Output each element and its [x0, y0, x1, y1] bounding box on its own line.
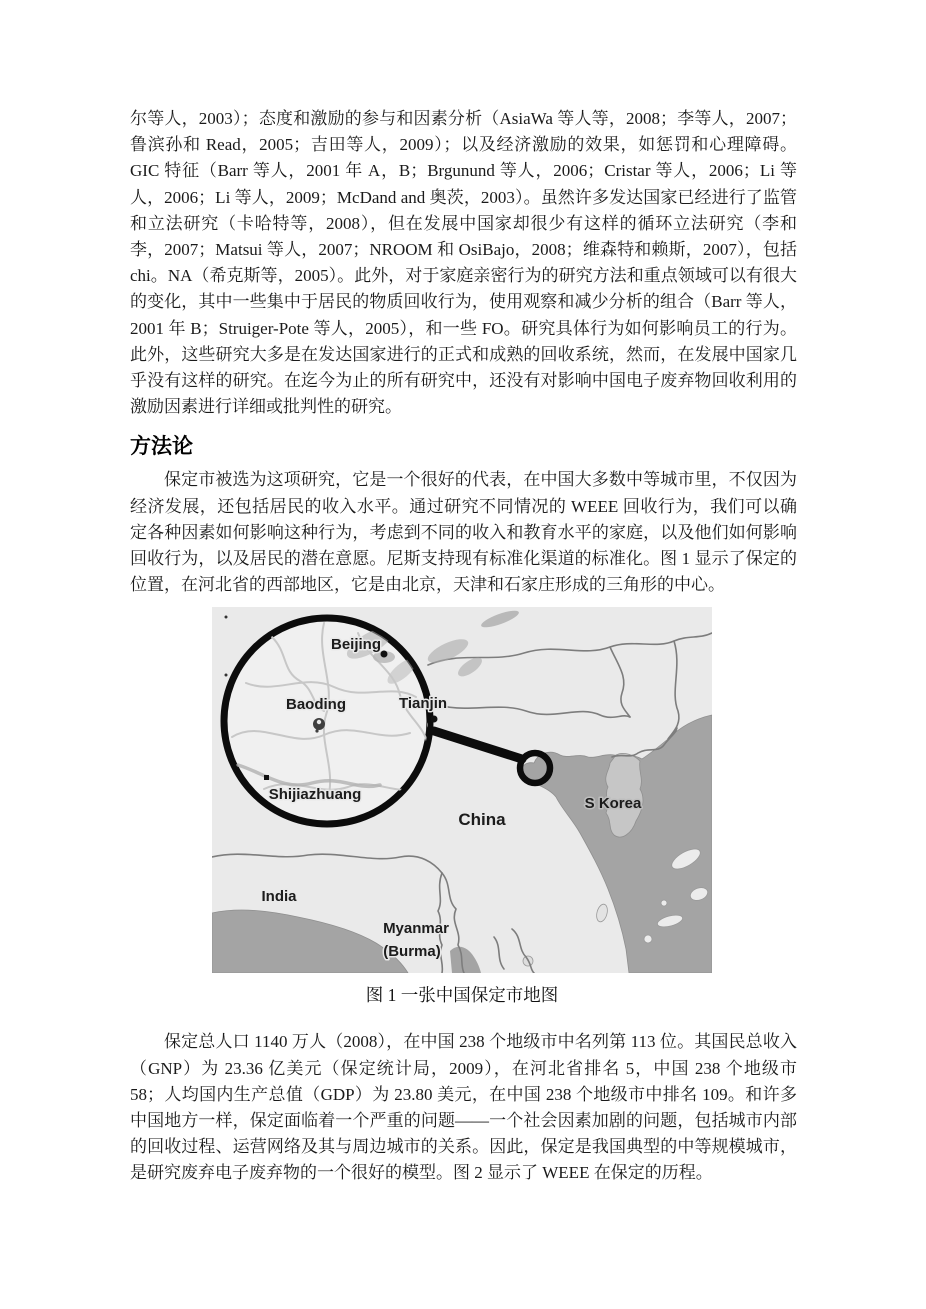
section-heading-methodology: 方法论: [130, 435, 193, 459]
burma-label: (Burma): [383, 943, 441, 961]
paragraph-literature-review: 尔等人，2003）；态度和激励的参与和因素分析（AsiaWa 等人等，2008；李等人，2007；鲁滨孙和 Read，2005；吉田等人，2009）；以及经济激励的效果，如惩罚和心理障碍。GIC 特征（Barr 等人，2001 年 A，B；Brgunund 等人，2006；Cristar 等人，2006；Li 等人，2006；Li 等人，2009；McDand and 奥茨，2003）。虽然许多发达国家已经进行了监管和立法研究（卡哈特等，2008），但在发展中国家却很少有这样的循环立法研究（李和李，2007；Matsui 等人，2007；NROOM 和 OsiBajo，2008；维森特和赖斯，2007），包括 chi。NA（希克斯等，2005）。此外，对于家庭亲密行为的研究方法和重点领域可以有很大的变化，其中一些集中于居民的物质回收行为，使用观察和减少分析的组合（Barr 等人，2001 年 B；Struiger-Pote 等人，2005），和一些 FO。研究具体行为如何影响员工的行为。此外，这些研究大多是在发达国家进行的正式和成熟的回收系统，然而，在发展中国家几乎没有这样的研究。在迄今为止的所有研究中，还没有对影响中国电子废弃物回收利用的激励因素进行详细或批判性的研究。: [130, 109, 797, 417]
s-korea-label: S Korea: [584, 795, 642, 813]
tianjin-marker: [431, 716, 438, 723]
shijiazhuang-marker: [264, 775, 269, 780]
baoding-location-map: [212, 607, 712, 973]
tianjin-label: Tianjin: [398, 695, 448, 713]
india-label: India: [261, 888, 297, 906]
shijiazhuang-label: Shijiazhuang: [268, 786, 362, 804]
map-dot-artifact: [225, 616, 228, 619]
figure-1-caption: 图 1 一张中国保定市地图: [365, 985, 559, 1006]
map-dot-artifact: [225, 674, 228, 677]
china-map-image: [212, 607, 712, 973]
china-label: China: [458, 810, 506, 830]
paragraph-study-area: 保定市被选为这项研究，它是一个很好的代表，在中国大多数中等城市里，不仅因为经济发展，还包括居民的收入水平。通过研究不同情况的 WEEE 回收行为，我们可以确定各种因素如何影响这种行为，考虑到不同的收入和教育水平的家庭，以及他们如何影响回收行为，以及居民的潜在意愿。尼斯支持现有标准化渠道的标准化。图 1 显示了保定的位置，在河北省的西部地区，它是由北京，天津和石家庄形成的三角形的中心。: [130, 470, 797, 595]
myanmar-label: Myanmar: [383, 920, 449, 938]
beijing-label: Beijing: [330, 636, 382, 654]
beijing-marker: [381, 651, 388, 658]
document-page: [130, 106, 797, 1187]
figure-1: [130, 607, 797, 1007]
paragraph-baoding-statistics: 保定总人口 1140 万人（2008），在中国 238 个地级市中名列第 113 位。其国民总收入（GNP）为 23.36 亿美元（保定统计局，2009），在河北省排名 5，中国 238 个地级市 58；人均国内生产总值（GDP）为 23.80 美元，在中国 238 个地级市中排名 109。和许多中国地方一样，保定面临着一个严重的问题——一个社会因素加剧的问题，包括城市内部的回收过程、运营网络及其与周边城市的关系。因此，保定是我国典型的中等规模城市，是研究废弃电子废弃物的一个很好的模型。图 2 显示了 WEEE 在保定的历程。: [130, 1032, 797, 1183]
baoding-label: Baoding: [286, 696, 346, 714]
